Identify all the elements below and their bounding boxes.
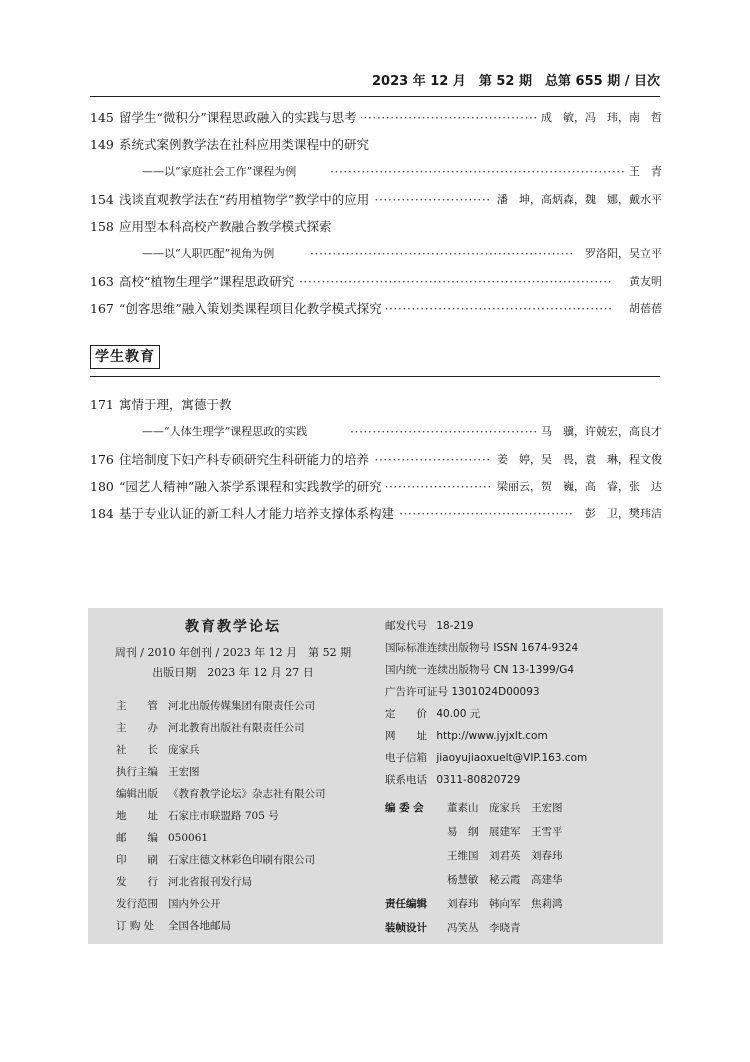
publication-date: 出版日期 2023 年 12 月 27 日: [152, 666, 314, 679]
masthead-row: [116, 830, 208, 845]
committee-member: 王宏图: [531, 802, 563, 814]
frequency-line: 周刊 / 2010 年创刊 / 2023 年 12 月 第 52 期: [114, 646, 352, 659]
masthead-value: 王宏图: [168, 766, 200, 778]
committee-member: 秘云霞: [489, 874, 521, 886]
article-title: 留学生“微积分”课程思政融入的实践与思考: [119, 107, 361, 129]
article-title: 浅谈直观教学法在“药用植物学”教学中的应用: [119, 189, 373, 211]
masthead-value: 石家庄德文林彩色印刷有限公司: [168, 854, 315, 866]
dot-leader: [310, 243, 572, 265]
page-number: 145: [90, 110, 114, 125]
email-link[interactable]: jiaoyujiaoxuelt@VIP.163.com: [436, 752, 588, 764]
page-number: 158: [90, 219, 114, 234]
masthead-key: 地 址: [116, 810, 158, 822]
masthead-row: [116, 698, 315, 713]
committee-member: 展建军: [489, 826, 521, 838]
masthead-key: 邮 编: [116, 832, 158, 844]
toc-entry-sub[interactable]: [90, 243, 662, 265]
page-number: 167: [90, 301, 114, 316]
masthead-row: [116, 808, 279, 823]
editorial-committee-label: 编 委 会: [385, 802, 424, 814]
page-number: 163: [90, 274, 114, 289]
masthead-key: 主 办: [116, 722, 158, 734]
toc-entry[interactable]: [90, 476, 662, 498]
page-number: 149: [90, 137, 114, 152]
masthead-key: 编辑出版: [116, 788, 158, 800]
website-link[interactable]: http://www.jyjxlt.com: [436, 730, 548, 742]
masthead-row: [116, 720, 305, 735]
masthead-key: 印 刷: [116, 854, 158, 866]
dot-leader: [380, 476, 492, 498]
article-authors: 黄友明: [625, 271, 662, 293]
committee-member: 易 纲: [447, 826, 479, 838]
article-authors: 成 敏，冯 玮，南 哲: [537, 107, 662, 129]
responsible-editors-row: [385, 896, 573, 911]
info-value: 1301024D00093: [451, 686, 540, 698]
article-authors: 胡蓓蓓: [625, 298, 662, 320]
section-heading: 学生教育: [90, 345, 160, 369]
article-subtitle: ——以“人职匹配”视角为例: [142, 243, 278, 265]
article-subtitle: ——“人体生理学”课程思政的实践: [142, 421, 311, 443]
masthead-value: 河北出版传媒集团有限责任公司: [168, 700, 315, 712]
committee-member: 高建华: [531, 874, 563, 886]
toc-entry-sub[interactable]: [90, 421, 662, 443]
dot-leader: [390, 503, 572, 525]
masthead-key: 主 管: [116, 700, 158, 712]
publication-info-row: [385, 618, 474, 633]
article-title: 应用型本科高校产教融合教学模式探索: [119, 216, 336, 238]
info-key: 定 价: [385, 708, 427, 720]
committee-member: 董素山: [447, 802, 479, 814]
committee-member: 庞家兵: [489, 802, 521, 814]
info-key: 电子信箱: [385, 752, 427, 764]
masthead-value: 河北省报刊发行局: [168, 876, 252, 888]
editor-name: 韩向军: [489, 898, 521, 910]
toc-entry[interactable]: [90, 394, 662, 416]
info-key: 广告许可证号: [385, 686, 448, 698]
masthead-row: [116, 786, 326, 801]
article-authors: 王 青: [625, 161, 662, 183]
committee-member: 王雪平: [531, 826, 563, 838]
article-authors: 马 骥，许兢宏，高良才: [537, 421, 662, 443]
article-title: 高校“植物生理学”课程思政研究: [119, 271, 298, 293]
info-value: 18-219: [436, 620, 474, 632]
toc-entry[interactable]: [90, 503, 662, 525]
responsible-editors-label: 责任编辑: [385, 898, 427, 910]
committee-member: 杨慧敏: [447, 874, 479, 886]
page-number: 171: [90, 397, 114, 412]
article-authors: 姜 婷，吴 畏，袁 琳，程文俊: [493, 449, 662, 471]
dot-leader: [370, 189, 492, 211]
editorial-committee-row: [385, 848, 573, 863]
designer-name: 李晓青: [489, 922, 521, 934]
page-number: 184: [90, 506, 114, 521]
article-title: 基于专业认证的新工科人才能力培养支撑体系构建: [119, 503, 398, 525]
page-number: 154: [90, 192, 114, 207]
publication-info-row: [385, 684, 540, 699]
toc-entry[interactable]: [90, 107, 662, 129]
info-value: CN 13-1399/G4: [493, 664, 575, 676]
masthead-row: [116, 918, 231, 933]
dot-leader: [350, 421, 542, 443]
committee-member: 王维国: [447, 850, 479, 862]
publication-info-row: [385, 640, 578, 655]
info-value: ISSN 1674-9324: [493, 642, 579, 654]
publication-info-row[interactable]: [385, 750, 587, 765]
article-title: 系统式案例教学法在社科应用类课程中的研究: [119, 134, 373, 156]
masthead-row: [116, 852, 315, 867]
committee-member: 刘春玮: [531, 850, 563, 862]
masthead-value: 《教育教学论坛》杂志社有限公司: [168, 788, 326, 800]
editorial-committee-row: [385, 872, 573, 887]
article-authors: 彭 卫，樊玮洁: [581, 503, 662, 525]
page-number: 176: [90, 452, 114, 467]
section-rule: [90, 376, 660, 377]
info-key: 国际标准连续出版物号: [385, 642, 490, 654]
publication-info-row: [385, 662, 574, 677]
masthead-key: 订 购 处: [116, 920, 155, 932]
issue-header: 2023 年 12 月 第 52 期 总第 655 期 / 目次: [372, 74, 660, 89]
article-authors: 罗洛阳，吴立平: [581, 243, 662, 265]
masthead-key: 社 长: [116, 744, 158, 756]
masthead-row: [116, 742, 200, 757]
masthead-box: [88, 608, 663, 944]
masthead-row: [116, 764, 200, 779]
toc-entry-sub[interactable]: [90, 161, 662, 183]
design-row: [385, 920, 531, 935]
editorial-committee-row: [385, 800, 573, 815]
designer-name: 冯笑丛: [447, 922, 479, 934]
article-subtitle: ——以“家庭社会工作”课程为例: [142, 161, 300, 183]
dot-leader: [350, 107, 542, 129]
article-authors: 潘 坤，高炳森，魏 娜，戴水平: [493, 189, 662, 211]
toc-entry[interactable]: [90, 134, 662, 156]
article-title: 住培制度下妇产科专硕研究生科研能力的培养: [119, 449, 373, 471]
dot-leader: [330, 161, 632, 183]
info-value: 0311-80820729: [436, 774, 521, 786]
toc-entry[interactable]: [90, 298, 662, 320]
committee-member: 刘君英: [489, 850, 521, 862]
editor-name: 刘春玮: [447, 898, 479, 910]
publication-info-row: [385, 706, 480, 721]
toc-entry[interactable]: [90, 189, 662, 211]
publication-info-row[interactable]: [385, 728, 548, 743]
info-key: 邮发代号: [385, 620, 427, 632]
toc-entry[interactable]: [90, 216, 662, 238]
dot-leader: [290, 271, 612, 293]
dot-leader: [380, 298, 612, 320]
article-title: “创客思维”融入策划类课程项目化教学模式探究: [119, 298, 386, 320]
toc-entry[interactable]: [90, 271, 662, 293]
page-number: 180: [90, 479, 114, 494]
masthead-key: 执行主编: [116, 766, 158, 778]
article-title: “园艺人精神”融入茶学系课程和实践教学的研究: [119, 476, 386, 498]
masthead-value: 全国各地邮局: [168, 920, 231, 932]
toc-entry[interactable]: [90, 449, 662, 471]
article-authors: 梁丽云，贺 巍，高 睿，张 达: [493, 476, 662, 498]
publication-info-row: [385, 772, 520, 787]
header-rule: [90, 96, 660, 97]
masthead-value: 河北教育出版社有限责任公司: [168, 722, 305, 734]
masthead-key: 发行范围: [116, 898, 158, 910]
info-value: 40.00 元: [436, 708, 481, 720]
magazine-title: 教育教学论坛: [185, 619, 281, 635]
masthead-value: 国内外公开: [168, 898, 221, 910]
masthead-row: [116, 874, 252, 889]
info-key: 联系电话: [385, 774, 427, 786]
article-title: 寓情于理，寓德于教: [119, 394, 236, 416]
info-key: 网 址: [385, 730, 427, 742]
masthead-value: 庞家兵: [168, 744, 200, 756]
masthead-key: 发 行: [116, 876, 158, 888]
dot-leader: [370, 449, 492, 471]
masthead-row: [116, 896, 221, 911]
editor-name: 焦莉鸿: [531, 898, 563, 910]
info-key: 国内统一连续出版物号: [385, 664, 490, 676]
masthead-value: 050061: [168, 832, 209, 844]
design-label: 装帧设计: [385, 922, 427, 934]
editorial-committee-row: [385, 824, 573, 839]
masthead-value: 石家庄市联盟路 705 号: [168, 810, 279, 822]
